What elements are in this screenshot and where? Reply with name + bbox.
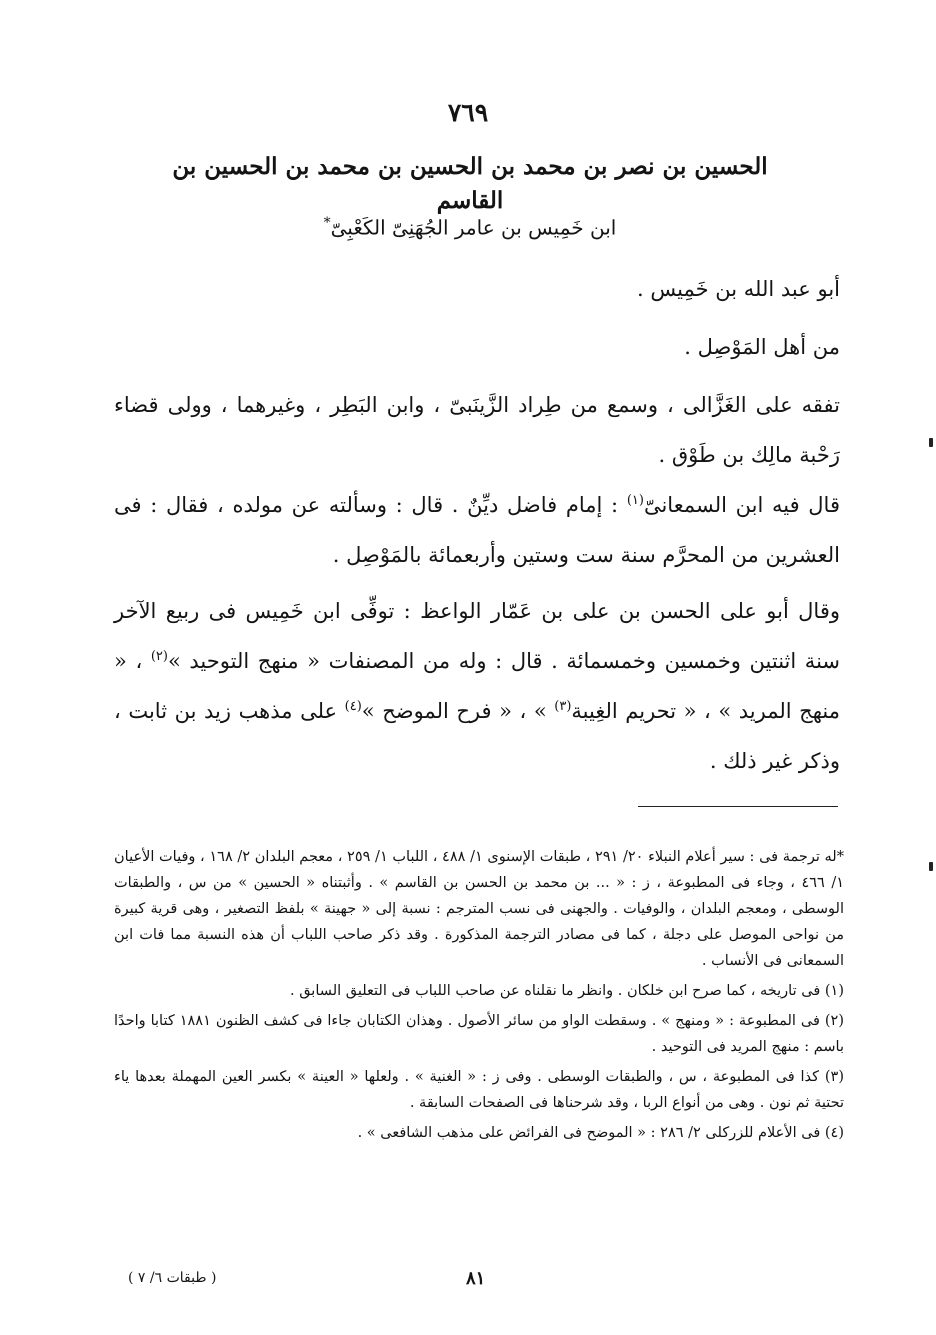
signature-mark: ( طبقات ٦/ ٧ ) [128,1270,217,1286]
paragraph-text: ، « منهج المريد » ، « تحريم الغِيبة [114,649,840,723]
entry-title-line-2-text: ابن خَمِيس بن عامر الجُهَنِىّ الكَعْبِىّ [330,215,617,240]
title-footnote-mark: * [323,215,331,231]
paragraph-origin: من أهل المَوْصِل . [684,335,840,359]
scan-edge-mark [929,862,933,871]
paragraph-text: » ، « فرح الموضح » [361,699,555,723]
scan-edge-mark [929,438,933,447]
paragraph-death-works [114,586,840,786]
footnote-2: (٢) فى المطبوعة : « ومنهج » . وسقطت الواو من سائر الأصول . وهذان الكتابان جاءا فى كشف الظنون ١٨٨١ كتابا واحدًا باسم : منهج المريد فى التوحيد . [114,1013,844,1055]
paragraph-text: : إمام فاضل ديِّنٌ . قال : وسألته عن مولده ، فقال : فى العشرين من المحرَّم سنة ست وستين وأربعمائة بالمَوْصِل . [114,493,840,567]
paragraph-kunya: أبو عبد الله بن خَمِيس . [637,277,840,301]
page-number: ٨١ [466,1268,486,1289]
paragraph-text: على مذهب زيد بن ثابت ، وذكر غير ذلك . [114,699,840,773]
paragraph-samani-quote [114,480,840,580]
footnote-divider [638,806,838,807]
footnote-4: (٤) فى الأعلام للزركلى ٢/ ٢٨٦ : « الموضح فى الفرائض على مذهب الشافعى » . [357,1125,844,1141]
paragraph-text: قال فيه ابن السمعانىّ [643,493,840,517]
footnote-star: *له ترجمة فى : سير أعلام النبلاء ٢٠/ ٢٩١ ، طبقات الإسنوى ١/ ٤٨٨ ، اللباب ١/ ٢٥٩ ، معجم البلدان ٢/ ١٦٨ ، وفيات الأعيان ١/ ٤٦٦ ، وجاء فى المطبوعة ، ز : « ... بن محمد بن الحسن بن القاسم » . وأثبتناه « الحسين » من س ، والطبقات الوسطى ، ومعجم البلدان ، والوفيات . والجهنى فى نسب المترجم : نسبة إلى « جهينة » بلفظ التصغير ، وهى قرية كبيرة من نواحى الموصل على دجلة ، كما فى مصادر الترجمة المذكورة . وقد ذكر صاحب اللباب أن هذه النسبة مما فات ابن السمعانى فى الأنساب . [114,849,845,969]
entry-title-line-2 [150,206,790,245]
paragraph-text: وقال أبو على الحسن بن على بن عَمّار الواعظ : توفِّى ابن خَمِيس فى ربيع الآخر سنة اثنتين وخمسين وخمسمائة . قال : وله من المصنفات « منهج التوحيد » [114,599,840,673]
entry-number: ٧٦٩ [447,98,489,127]
footnotes [114,844,844,1150]
paragraph-study: تفقه على الغَزَّالى ، وسمع من طِراد الزَّينَبىّ ، وابن البَطِر ، وغيرهما ، وولى قضاء رَحْبة مالِك بن طَوْق . [114,393,840,467]
footnote-ref-3: (٣) [554,699,572,714]
footnote-ref-4: (٤) [344,699,362,714]
footnote-1: (١) فى تاريخه ، كما صرح ابن خلكان . وانظر ما نقلناه عن صاحب اللباب فى التعليق السابق . [290,983,844,999]
footnote-ref-2: (٢) [150,649,168,664]
entry-title-line-1: الحسين بن نصر بن محمد بن الحسين بن محمد بن الحسين بن القاسم [172,153,768,214]
footnote-ref-1: (١) [626,493,644,508]
footnote-3: (٣) كذا فى المطبوعة ، س ، والطبقات الوسطى . وفى ز : « الغنية » . ولعلها « العينة » بكسر العين المهملة بعدها ياء تحتية ثم نون . وهى من أنواع الربا ، وقد شرحناها فى الصفحات السابقة . [114,1069,844,1111]
